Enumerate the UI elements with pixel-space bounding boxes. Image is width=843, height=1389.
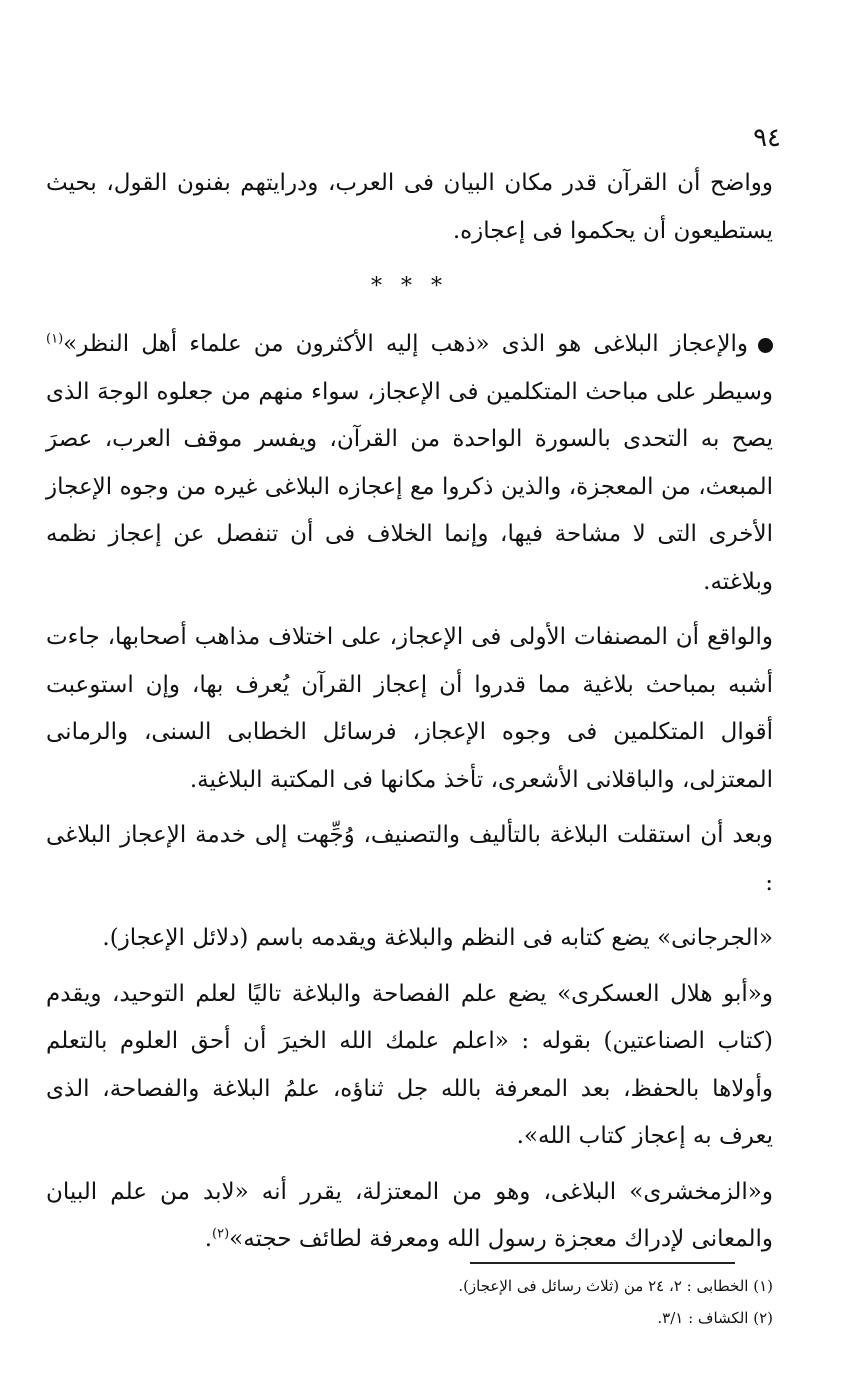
paragraph-7-end: .	[204, 1226, 213, 1252]
paragraph-7-text: و«الزمخشرى» البلاغى، وهو من المعتزلة، يقرر أنه «لابد من علم البيان والمعانى لإدراك معجزة رسول الله ومعرفة لطائف حجته»	[46, 1178, 773, 1252]
paragraph-2-rest: وسيطر على مباحث المتكلمين فى الإعجاز، سواء منهم من جعلوه الوجهَ الذى يصح به التحدى بالسورة الواحدة من القرآن، ويفسر موقف العرب، عصرَ المبعث، من المعجزة، والذين ذكروا مع إعجازه البلاغى غيره من وجوه الإعجاز الأخرى التى لا مشاحة فيها، وإنما الخلاف فى أن تنفصل عن إعجاز نظمه وبلاغته.	[46, 378, 773, 595]
footnotes	[300, 1270, 773, 1334]
section-separator: * * *	[371, 274, 448, 299]
paragraph-5: «الجرجانى» يضع كتابه فى النظم والبلاغة ويقدمه باسم (دلائل الإعجاز).	[102, 925, 773, 951]
footnote-1: (١) الخطابى : ٢، ٢٤ من (ثلاث رسائل فى الإعجاز).	[458, 1277, 773, 1295]
footnote-ref-1[interactable]: (١)	[46, 331, 64, 347]
paragraph-6: و«أبو هلال العسكرى» يضع علم الفصاحة والبلاغة تاليًا لعلم التوحيد، ويقدم (كتاب الصناعتين) بقوله : «اعلم علمك الله الخيرَ أن أحق العلوم بالتعلم وأولاها بالحفظ، بعد المعرفة بالله جل ثناؤه، علمُ البلاغة والفصاحة، الذى يعرف به إعجاز كتاب الله».	[46, 980, 774, 1149]
paragraph-2	[46, 321, 773, 606]
footnote-2: (٢) الكشاف : ٣/١.	[657, 1309, 773, 1327]
paragraph-7	[46, 1169, 773, 1264]
paragraph-2-text: والإعجاز البلاغى هو الذى «ذهب إليه الأكثرون من علماء أهل النظر»	[63, 331, 748, 357]
footnote-divider	[470, 1262, 735, 1264]
paragraph-4: وبعد أن استقلت البلاغة بالتأليف والتصنيف، وُجِّهت إلى خدمة الإعجاز البلاغى :	[46, 822, 773, 896]
footnote-ref-2[interactable]: (٢)	[212, 1226, 230, 1242]
paragraph-1: وواضح أن القرآن قدر مكان البيان فى العرب، ودرايتهم بفنون القول، بحيث يستطيعون أن يحكموا فى إعجازه.	[46, 170, 773, 244]
page-number: ٩٤	[753, 123, 781, 153]
bullet-icon	[758, 338, 773, 353]
paragraph-3: والواقع أن المصنفات الأولى فى الإعجاز، على اختلاف مذاهب أصحابها، جاءت أشبه بمباحث بلاغية مما قدروا أن إعجاز القرآن يُعرف بها، وإن استوعبت أقوال المتكلمين فى وجوه الإعجاز، فرسائل الخطابى السنى، والرمانى المعتزلى، والباقلانى الأشعرى، تأخذ مكانها فى المكتبة البلاغية.	[46, 624, 773, 793]
body-text	[46, 160, 773, 1264]
